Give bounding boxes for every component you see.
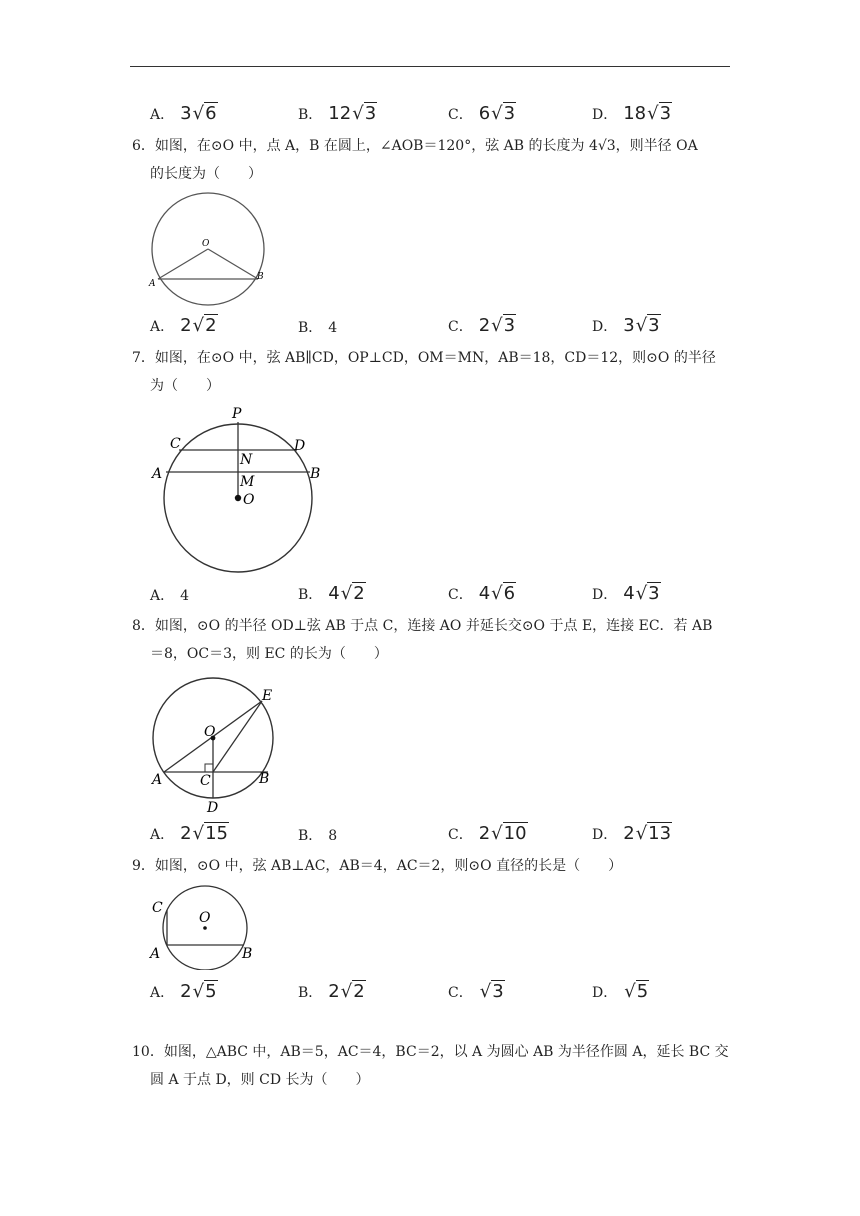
q8-label-d: D (207, 800, 219, 816)
q6-option-a[interactable]: A． 2√2 (150, 315, 217, 336)
q9-option-b[interactable]: B． 2√2 (298, 981, 365, 1002)
q8-figure (148, 672, 288, 818)
q9-option-a[interactable]: A． 2√5 (150, 981, 217, 1002)
q6-option-d[interactable]: D． 3√3 (592, 315, 660, 336)
q8-stem-line1: 8．如图，⊙O 的半径 OD⊥弦 AB 于点 C，连接 AO 并延长交⊙O 于点 E，连接 EC．若 AB (132, 618, 713, 634)
q9-label-b: B (242, 946, 253, 962)
q6-stem-line1: 6．如图，在⊙O 中，点 A，B 在圆上，∠AOB＝120°，弦 AB 的长度为 4√3，则半径 OA (132, 138, 698, 154)
q8-label-e: E (262, 688, 273, 704)
q5-option-d[interactable]: D． 18√3 (592, 103, 672, 124)
q8-option-d[interactable]: D． 2√13 (592, 823, 672, 844)
q9-center-dot (203, 926, 207, 930)
q5-option-c[interactable]: C． 6√3 (448, 103, 516, 124)
q6-option-b[interactable]: B． 4 (298, 320, 338, 336)
q7-option-b[interactable]: B． 4√2 (298, 583, 365, 604)
q7-option-d[interactable]: D． 4√3 (592, 583, 660, 604)
q8-label-c: C (200, 773, 211, 789)
header-rule (130, 66, 730, 67)
q7-label-p: P (232, 406, 242, 422)
q6-stem-line2: 的长度为（ ） (150, 166, 262, 182)
q10-stem-line2: 圆 A 于点 D，则 CD 长为（ ） (150, 1072, 370, 1088)
q6-option-c[interactable]: C． 2√3 (448, 315, 516, 336)
q7-label-m: M (240, 474, 255, 490)
q8-label-b: B (259, 771, 270, 787)
q7-label-b: B (310, 466, 321, 482)
q8-stem-line2: ＝8，OC＝3，则 EC 的长为（ ） (150, 646, 388, 662)
q7-option-a[interactable]: A． 4 (150, 588, 190, 604)
q7-stem-line2: 为（ ） (150, 378, 220, 394)
q6-label-a: A (149, 279, 156, 289)
q5-option-b[interactable]: B． 12√3 (298, 103, 377, 124)
q9-label-o: O (199, 910, 211, 926)
q6-segment-ob (208, 249, 258, 279)
q9-label-c: C (152, 900, 163, 916)
q7-label-n: N (240, 452, 253, 468)
q9-option-d[interactable]: D． √5 (592, 981, 649, 1002)
q7-label-c: C (170, 436, 181, 452)
q9-figure (146, 882, 262, 970)
q10-stem-line1: 10．如图，△ABC 中，AB＝5，AC＝4，BC＝2，以 A 为圆心 AB 为半径作圆 A，延长 BC 交 (132, 1044, 729, 1060)
q8-right-angle-mark (205, 764, 213, 772)
q8-option-b[interactable]: B． 8 (298, 828, 338, 844)
q7-stem-line1: 7．如图，在⊙O 中，弦 AB∥CD，OP⊥CD，OM＝MN，AB＝18，CD＝12，则⊙O 的半径 (132, 350, 716, 366)
q5-option-a[interactable]: A． 3√6 (150, 103, 217, 124)
q8-option-a[interactable]: A． 2√15 (150, 823, 228, 844)
q7-label-a: A (152, 466, 163, 482)
q7-center-dot (235, 495, 241, 501)
q7-option-c[interactable]: C． 4√6 (448, 583, 516, 604)
q9-option-c[interactable]: C． √3 (448, 981, 504, 1002)
q7-label-d: D (294, 438, 306, 454)
q6-label-b: B (257, 272, 264, 282)
q9-stem-line1: 9．如图，⊙O 中，弦 AB⊥AC，AB＝4，AC＝2，则⊙O 直径的长是（ ） (132, 858, 623, 874)
q7-label-o: O (243, 492, 255, 508)
q8-label-o: O (204, 724, 216, 740)
q8-option-c[interactable]: C． 2√10 (448, 823, 527, 844)
q8-segment-ec (213, 701, 262, 772)
q7-figure (148, 402, 328, 578)
q8-label-a: A (152, 772, 163, 788)
q9-label-a: A (150, 946, 161, 962)
q6-label-o: O (202, 239, 210, 249)
q6-segment-oa (158, 249, 208, 279)
q6-figure (140, 190, 280, 312)
